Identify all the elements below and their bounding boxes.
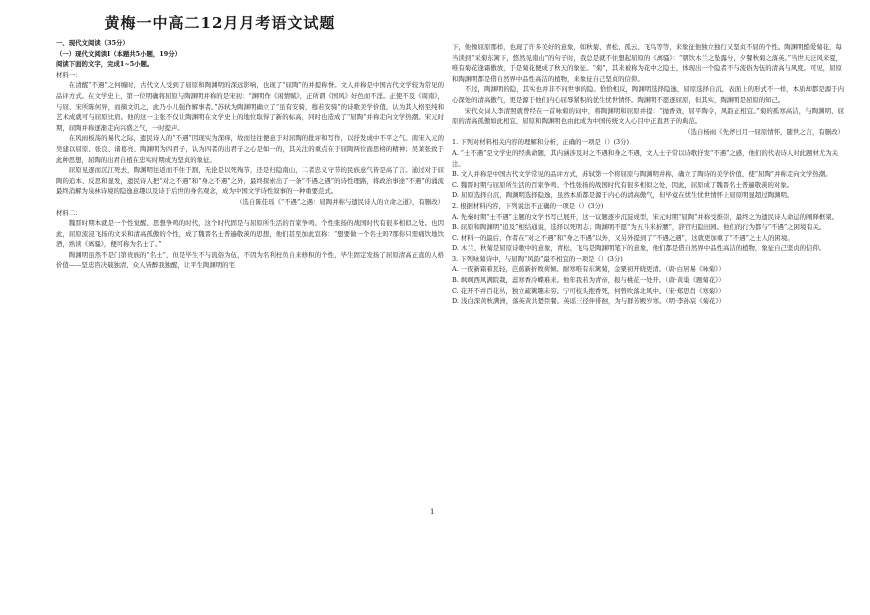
paragraph: 陶渊明虽然不是门第贵族的“名士”，但是毕生不与流俗为伍，不因为名利枉负自来修积的个性，毕生固定发扬了屈原清高正直的人格价值——坚忠咨决载独清，众人皆醉我独醒，让平生陶渊明的宅: [56, 250, 444, 270]
page-title: 黄梅一中高二12月月考语文试题: [104, 14, 336, 32]
option: B. 飒飒西风满院栽，蕊寒香冷蝶难来。他年我若为青帝，报与桃花一处开。（唐·黄巢《题菊花》）: [452, 276, 725, 285]
paragraph: 魏晋时期本就是一个性觉醒、思想争鸣的时代，这个时代固是与屈原所生活的百家争鸣、个性张扬的战国时代有很多相似之处。也因此，屈原流浸飞扬的文采和清高孤傲的个性，成了魏晋名士普遍敬羡的思想，他们甚至加此宣称：“想要做一个名士吗?那你只需痛饮地饮酒，熟读《离骚》，便可称为名士了。”: [56, 219, 444, 249]
source-citation: （选自陈佳瑶《“不遇”之遇：屈陶并称与遗民诗人的立命之道》，有删改）: [236, 197, 444, 206]
paragraph: 在风雨板荡的易代之际，遗民诗人的“不遇”因现实为深痒，故而往往便意于对屈陶的批评和写作，以抒发成中不平之气。南宋入元的吴建以屈原、张良、诸葛亮、陶渊明为四君子，认为四者的出君子之心是如一的，其关注的重点在于屈陶两位面思榜的精神；吴莱张致于此种思想，屈陶的出君自植在忠实时期成为坚贞的象征。: [56, 134, 444, 164]
option: D. 木兰、秋菊是屈原诗歌中的意象，青松、飞鸟是陶渊明笔下的意象，他们都是借自然界中品性高洁的植物，象征自己坚贞的信仰。: [452, 244, 826, 253]
question: 3. 下列咏菊诗中，与屈陶“风韵”最不相宜的一项是（）(3分): [452, 254, 623, 263]
paragraph: 在清醒“不遇”之何缠时，古代文人受到了屈原和陶渊明的深远影响，也现了“屈陶”的并提称誉。文人并称是中国古代文学较为常见的品评方式。在文学史上，第一位明确将屈原与陶渊明并称的是宋初：“渊明作《闲情赋》，正所谓《国风》好色而不淫。正使不及《周南》，与屈、宋所陈何异，而摘文讥之，此乃小儿强作解事者。”苏轼为陶渊明确立了“虽有安骑，穆若安骑”的诗歌美学价值，认为其人格至纯和艺术成就可与屈原比肩。他的这一主张不仅让陶渊明在文学史上的地位取得了新的标高，同时也造成了“屈陶”并称走向文学热潮。宋元时期，屈陶并称逐渐走向兴盛之气，一时提声。: [56, 81, 444, 132]
source-citation: （选自杨雨《先斧日月一屈原情怀，随世之言，有删改）: [684, 127, 844, 136]
left-column: [56, 38, 444, 271]
paragraph: 不过，陶渊明的隐，其实也并非不问世事的隐。恰恰相反，陶渊明选择隐逸，屈原选择自沉，表面上的形式不一样，本质却都是源于内心深处的清高傲气，更是源于他们内心屈辱紧积的优生忧世情怀。陶渊明不愿逐屈原，但其实，陶渊明是屈原的知己。: [452, 85, 844, 104]
material-label: 材料一：: [56, 70, 82, 79]
option: C. 魏晋时期与屈原所生活的百家争鸣、个性张扬的战国时代有很多相似之处，因此，屈原成了魏晋名士普遍敬羡的对象。: [452, 180, 794, 189]
option: B. 屈原和陶渊明“追及”相结通说，选择以死明志；陶渊明不愿“为五斗米折腰”，辞官归隐田园。他们的行为都与“不遇”之困境有关。: [452, 223, 826, 232]
option: B. 文人并称是中国古代文学常见的品评方式，苏轼第一个将屈原与陶渊明并称，确立了陶诗的美学价值，使“屈陶”并称走向文学热潮。: [452, 170, 832, 179]
option: D. 屈原选择自沉，陶渊明选择隐逸，虽然本质都是源于内心的清高傲气，但毕竟在忧生忧世情怀上屈原明显超过陶渊明。: [452, 191, 794, 200]
paragraph: 宋代女词人李清照就曾经在一首咏菊的词中，将陶渊明和屈原并提：“抛香效，屈平陶令，风韵正相宜。”菊的孤寒高洁，与陶渊明、屈原的清高孤傲如此相宜，屈原和陶渊明也由此成为中国传统文人心目中正直君子的典范。: [452, 106, 844, 126]
instruction: 阅读下面的文字，完成1~5小题。: [56, 60, 154, 69]
paragraph: 屈原见逐而沉江死去，陶渊明往返而不住于割，无论是以死殉节，还是归隐南山，二者忠义守节的民族意气皆是高了言。通过对于屈陶的追本、反思和显发，遗民诗人把“对之不遇”和“身之不遇”之外，最终探索出了一条“不遇之遇”的诗性理路，将政治事途“不遇”的涌流最终消解为泉林诗境的隐逸意趣以及诗于后世的身名观念，成为中国文学诗性叙事的一种重要范式。: [56, 166, 444, 196]
question: 1. 下列对材料相关内容的理解和分析，正确的一项是（）(3分): [452, 138, 629, 147]
option: A. “士不遇”是文学史的经典命题，其内涵涉及对之不遇和身之不遇，文人士子常以诗歌抒发“不遇”之感，他们的代表诗人对此题材尤为关注。: [452, 148, 839, 168]
subsection-heading: （一）现代文阅读Ⅰ（本题共5小题，19分）: [56, 49, 181, 58]
paragraph: 下，他像屈原那样，也现了许多美好的意象，如秋菊、青松、孤云、飞鸟等等，来象征他独立独行又坚贞不屈的个性。陶渊明酷爱菊花，每当读到“采菊东篱下，悠然见南山”的句子时，我总是就不住想起屈原的《离骚》：“朝饮木兰之坠露兮，夕餐秋菊之落英。”当世天泛风来夏，唯有菊花逢霜傲放，于是菊花便成了秋天的象征。“菊”，其来被称为花中之隐士，体现出一个隐者不与流俗为伍的清高与风度。可见，屈原和陶渊明都是借自然界中品性高洁的植物，来象征自己坚贞的信仰。: [452, 43, 843, 83]
option: D. 浅白深黄秋满洲，落英黄共楚臣餐。英谣三径伴徘徊，为与群芳殿岁寒。（明·李孙宸《菊花》）: [452, 297, 725, 306]
right-column: [452, 42, 844, 307]
option: C. 材料一的最后，作者在“对之不遇”和“身之不遇”以外，又另外提到了“不遇之遇”，这就更加重了“不遇”之士人的困境。: [452, 233, 794, 242]
page-number: 1: [430, 508, 435, 516]
option: A. 先秦时期“士不遇”主题的文学书写已展开，这一议题逐步沉淀成型，宋元时期“屈陶”并称受推崇，最终之为遗民诗人命运的阐释框架。: [452, 212, 839, 221]
option: A. 一夜新霜着瓦轻，芭蕉新折败荷倾。耐寒唯有东篱菊，金粟初开晓更清。（唐·白居易《咏菊》）: [452, 265, 725, 274]
option: C. 花开不并百花丛，独立疏篱趣未穷。宁可枝头抱香死，何曾吹落北风中。（宋·郑思肖《寒菊》）: [452, 286, 725, 295]
question: 2. 根据材料内容，下列说法不正确的一项是（）(3分): [452, 201, 604, 210]
section-heading: 一、现代文阅读（35分）: [56, 39, 129, 47]
material-label: 材料二：: [56, 208, 82, 217]
